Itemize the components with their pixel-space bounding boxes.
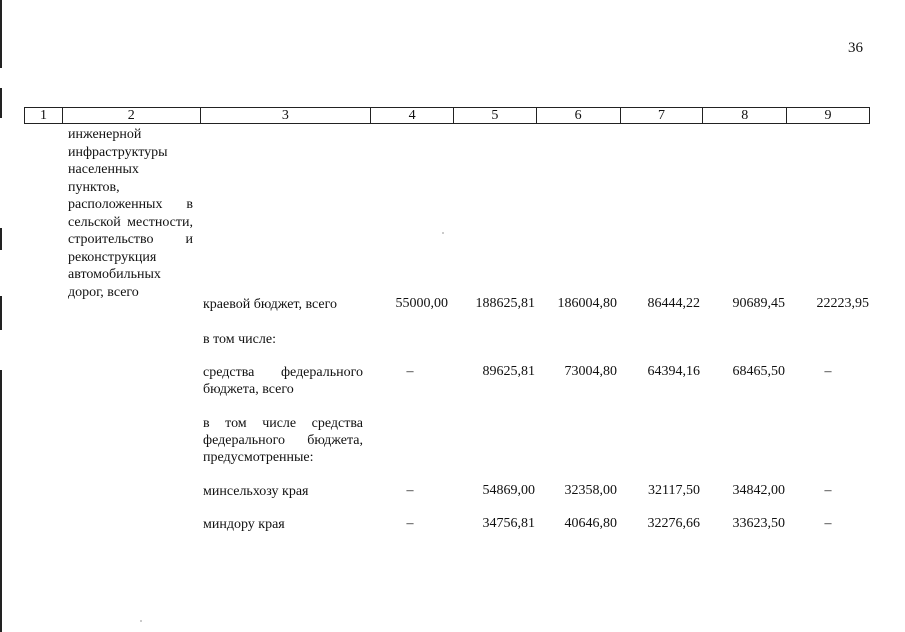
cell-col7: 64394,16 [647,364,700,379]
scan-margin-line [0,296,2,330]
cell-col6: 40646,80 [564,516,617,531]
cell-col5: 54869,00 [482,483,535,498]
row-label: средства федерального бюджета, всего [203,365,363,397]
cell-col9: – [824,364,832,379]
cell-col5: 34756,81 [482,516,535,531]
program-title: инженерной инфраструктуры населенных пунктов, расположенных в сельской местности, строительство и реконструкция автомобильных дорог, всего [68,127,193,300]
scan-margin-line [0,0,2,68]
cell-col5: 89625,81 [482,364,535,379]
header-col-1: 1 [39,108,47,123]
cell-col8: 33623,50 [732,516,785,531]
scan-margin-line [0,370,2,632]
cell-col9: 22223,95 [816,296,869,311]
cell-col7: 86444,22 [647,296,700,311]
header-col-2: 2 [62,108,200,123]
cell-col4: – [406,483,414,498]
row-label: миндору края [203,517,285,532]
row-label: в том числе: [203,332,276,347]
cell-col4: – [406,516,414,531]
cell-col7: 32276,66 [647,516,700,531]
cell-col4: 55000,00 [395,296,448,311]
cell-col8: 90689,45 [732,296,785,311]
cell-col6: 186004,80 [557,296,617,311]
header-col-6: 6 [536,108,620,123]
cell-col4: – [406,364,414,379]
row-label: в том числе средства федерального бюджета, предусмотренные: [203,416,363,465]
scan-margin-line [0,228,2,250]
page-number: 36 [848,40,863,56]
cell-col7: 32117,50 [648,483,700,498]
row-label: краевой бюджет, всего [203,297,338,312]
header-col-5: 5 [453,108,536,123]
cell-col8: 34842,00 [732,483,785,498]
cell-col6: 73004,80 [564,364,617,379]
scan-speck [140,620,142,622]
cell-col8: 68465,50 [732,364,785,379]
cell-col9: – [824,483,832,498]
header-col-7: 7 [620,108,703,123]
cell-col6: 32358,00 [564,483,617,498]
cell-col9: – [824,516,832,531]
scan-speck [442,232,444,234]
header-col-8: 8 [702,108,786,123]
scan-margin-line [0,88,2,118]
header-col-9: 9 [786,108,869,123]
row-label: минсельхозу края [203,484,309,499]
table-header-row [24,107,870,124]
header-col-4: 4 [370,108,453,123]
header-col-3: 3 [200,108,371,123]
cell-col5: 188625,81 [475,296,535,311]
